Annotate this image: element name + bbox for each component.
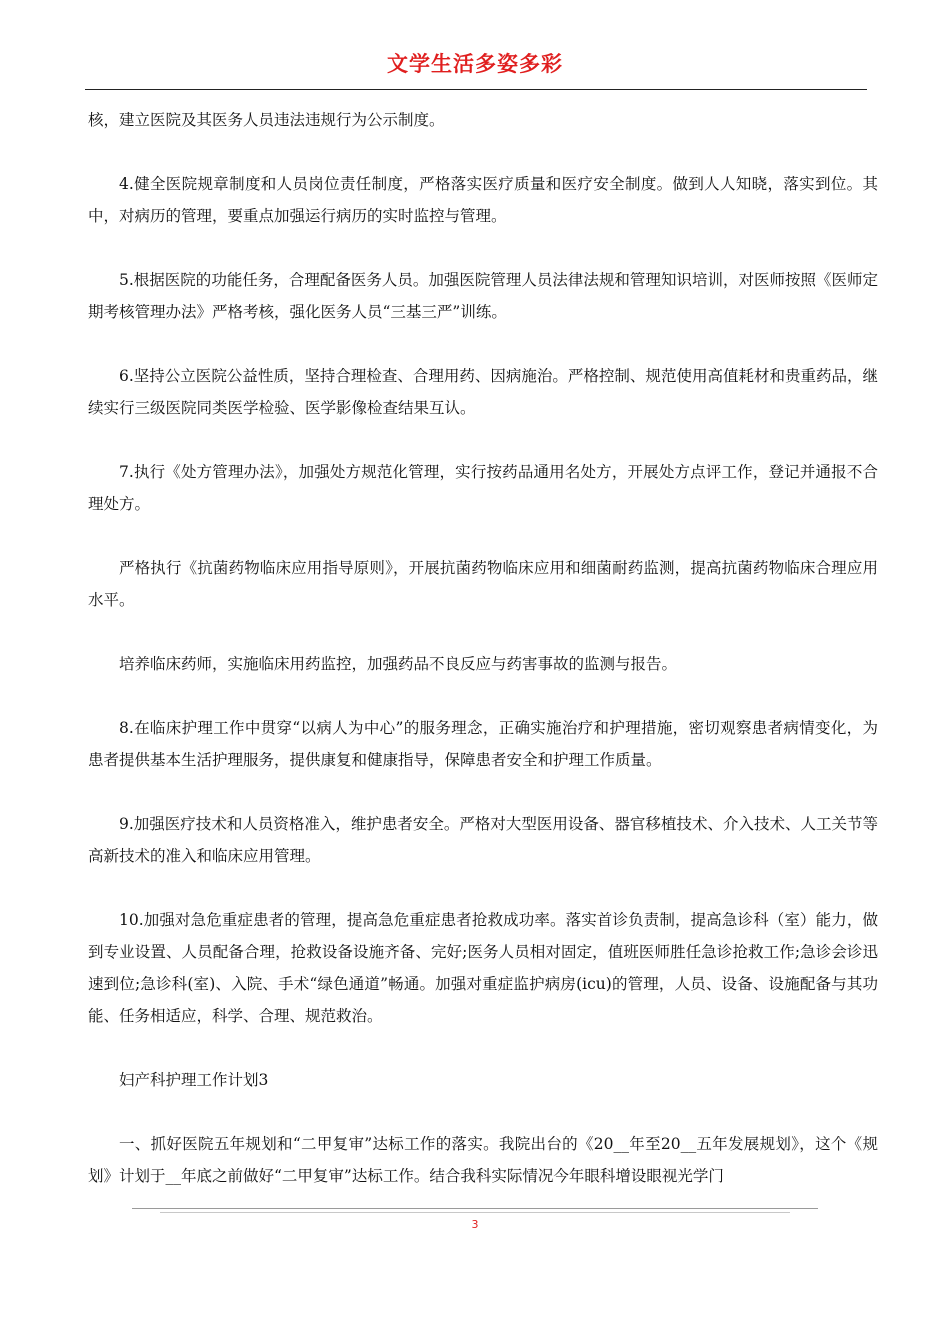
- paragraph-item-6: 6.坚持公立医院公益性质，坚持合理检查、合理用药、因病施治。严格控制、规范使用高值耗材和贵重药品，继续实行三级医院同类医学检验、医学影像检查结果互认。: [88, 367, 878, 417]
- paragraph-item-5: 5.根据医院的功能任务，合理配备医务人员。加强医院管理人员法律法规和管理知识培训，对医师按照《医师定期考核管理办法》严格考核，强化医务人员“三基三严”训练。: [88, 271, 878, 321]
- paragraph-continuation: 核，建立医院及其医务人员违法违规行为公示制度。: [88, 111, 445, 129]
- paragraph-item-10: 10.加强对急危重症患者的管理，提高急危重症患者抢救成功率。落实首诊负责制，提高急诊科（室）能力，做到专业设置、人员配备合理，抢救设备设施齐备、完好;医务人员相对固定，值班医师胜任急诊抢救工作;急诊会诊迅速到位;急诊科(室)、入院、手术“绿色通道”畅通。加强对重症监护病房(icu)的管理，人员、设备、设施配备与其功能、任务相适应，科学、合理、规范救治。: [88, 911, 878, 1025]
- paragraph-item-9: 9.加强医疗技术和人员资格准入，维护患者安全。严格对大型医用设备、器官移植技术、介入技术、人工关节等高新技术的准入和临床应用管理。: [88, 815, 878, 865]
- paragraph-pharmacist: 培养临床药师，实施临床用药监控，加强药品不良反应与药害事故的监测与报告。: [119, 655, 678, 673]
- document-body: [88, 104, 878, 1224]
- paragraph-item-4: 4.健全医院规章制度和人员岗位责任制度，严格落实医疗质量和医疗安全制度。做到人人知晓，落实到位。其中，对病历的管理，要重点加强运行病历的实时监控与管理。: [88, 175, 878, 225]
- footer-divider-secondary: [160, 1212, 790, 1213]
- paragraph-antibiotics: 严格执行《抗菌药物临床应用指导原则》，开展抗菌药物临床应用和细菌耐药监测，提高抗菌药物临床合理应用水平。: [88, 559, 878, 609]
- header-divider: [85, 89, 867, 90]
- section-heading: 妇产科护理工作计划3: [119, 1071, 269, 1089]
- paragraph-item-7: 7.执行《处方管理办法》，加强处方规范化管理，实行按药品通用名处方，开展处方点评工作，登记并通报不合理处方。: [88, 463, 878, 513]
- footer-divider: [132, 1208, 818, 1209]
- header-title: 文学生活多姿多彩: [387, 52, 563, 76]
- paragraph-item-8: 8.在临床护理工作中贯穿“以病人为中心”的服务理念，正确实施治疗和护理措施，密切观察患者病情变化，为患者提供基本生活护理服务，提供康复和健康指导，保障患者安全和护理工作质量。: [88, 719, 878, 769]
- paragraph-section-1: 一、抓好医院五年规划和“二甲复审”达标工作的落实。我院出台的《20__年至20__五年发展规划》，这个《规划》计划于__年底之前做好“二甲复审”达标工作。结合我科实际情况今年眼科增设眼视光学门: [88, 1135, 878, 1185]
- page-number: 3: [471, 1218, 479, 1231]
